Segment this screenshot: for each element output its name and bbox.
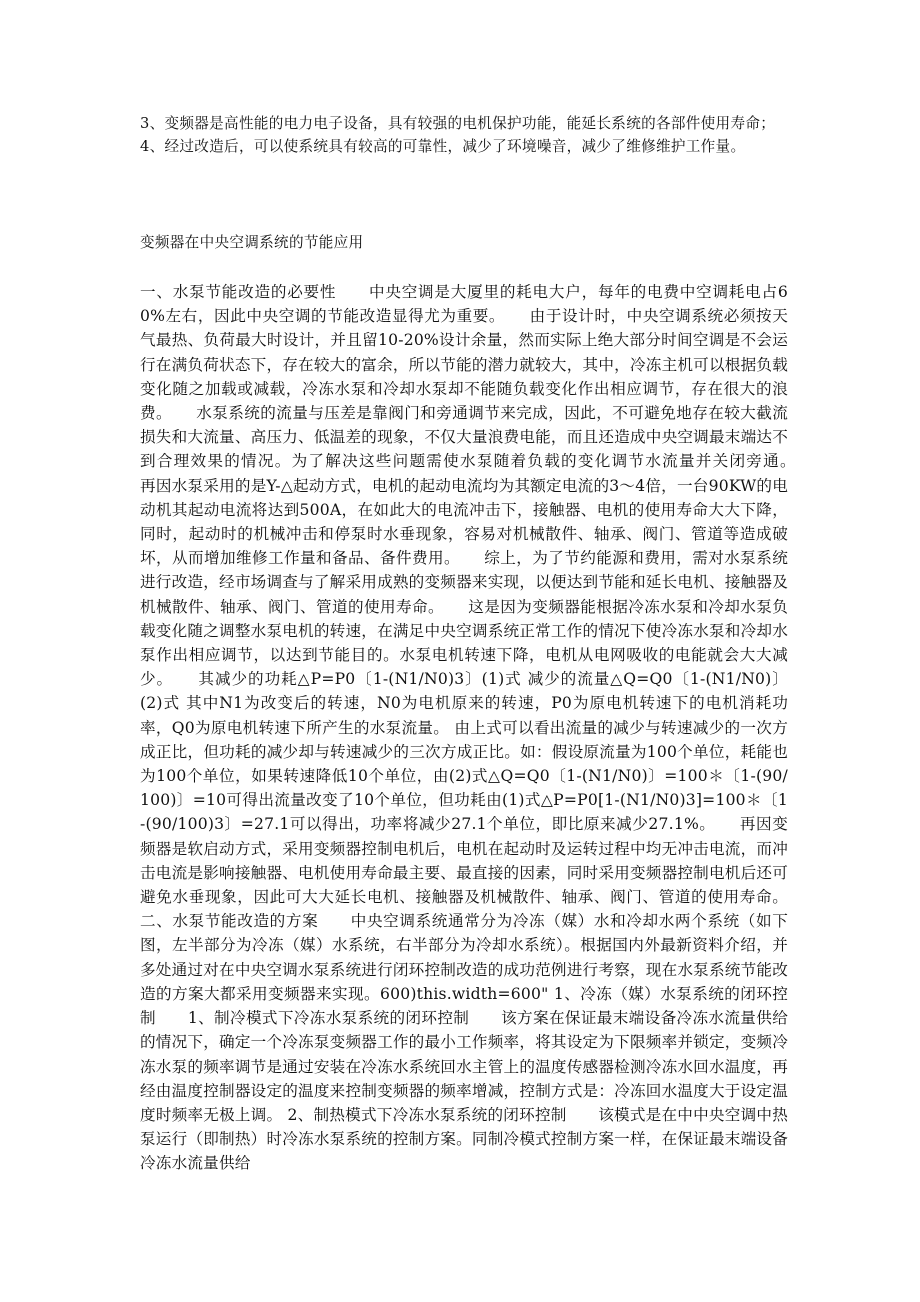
article-title: 变频器在中央空调系统的节能应用 [140, 234, 364, 251]
article-body: 一、水泵节能改造的必要性 中央空调是大厦里的耗电大户，每年的电费中空调耗电占60%左右，因此中央空调的节能改造显得尤为重要。 由于设计时，中央空调系统必须按天气最热、负荷最大时设计，并且留10-20%设计余量，然而实际上绝大部分时间空调是不会运行在满负荷状态下，存在较大的富余，所以节能的潜力就较大，其中，冷冻主机可以根据负载变化随之加载或减载，冷冻水泵和冷却水泵却不能随负载变化作出相应调节，存在很大的浪费。 水泵系统的流量与压差是靠阀门和旁通调节来完成，因此，不可避免地存在较大截流损失和大流量、高压力、低温差的现象，不仅大量浪费电能，而且还造成中央空调最末端达不到合理效果的情况。为了解决这些问题需使水泵随着负载的变化调节水流量并关闭旁通。 再因水泵采用的是Y-△起动方式，电机的起动电流均为其额定电流的3～4倍，一台90KW的电动机其起动电流将达到500A，在如此大的电流冲击下，接触器、电机的使用寿命大大下降，同时，起动时的机械冲击和停泵时水垂现象，容易对机械散件、轴承、阀门、管道等造成破坏，从而增加维修工作量和备品、备件费用。 综上，为了节约能源和费用，需对水泵系统进行改造，经市场调查与了解采用成熟的变频器来实现，以便达到节能和延长电机、接触器及机械散件、轴承、阀门、管道的使用寿命。 这是因为变频器能根据冷冻水泵和冷却水泵负载变化随之调整水泵电机的转速，在满足中央空调系统正常工作的情况下使冷冻水泵和冷却水泵作出相应调节，以达到节能目的。水泵电机转速下降，电机从电网吸收的电能就会大大减少。 其减少的功耗△P=P0〔1-(N1/N0)3〕(1)式 减少的流量△Q=Q0〔1-(N1/N0)〕(2)式 其中N1为改变后的转速，N0为电机原来的转速，P0为原电机转速下的电机消耗功率，Q0为原电机转速下所产生的水泵流量。 由上式可以看出流量的减少与转速减少的一次方成正比，但功耗的减少却与转速减少的三次方成正比。如：假设原流量为100个单位，耗能也为100个单位，如果转速降低10个单位，由(2)式△Q=Q0〔1-(N1/N0)〕=100＊〔1-(90/100)〕=10可得出流量改变了10个单位，但功耗由(1)式△P=P0[1-(N1/N0)3]=100＊〔1-(90/100)3〕=27.1可以得出，功率将减少27.1个单位，即比原来减少27.1%。 再因变频器是软启动方式，采用变频器控制电机后，电机在起动时及运转过程中均无冲击电流，而冲击电流是影响接触器、电机使用寿命最主要、最直接的因素，同时采用变频器控制电机后还可避免水垂现象，因此可大大延长电机、接触器及机械散件、轴承、阀门、管道的使用寿命。 二、水泵节能改造的方案 中央空调系统通常分为冷冻（媒）水和冷却水两个系统（如下图，左半部分为冷冻（媒）水系统，右半部分为冷却水系统）。根据国内外最新资料介绍，并多处通过对在中央空调水泵系统进行闭环控制改造的成功范例进行考察，现在水泵系统节能改造的方案大都采用变频器来实现。600)this.width=600" 1、冷冻（媒）水泵系统的闭环控制 1、制冷模式下冷冻水泵系统的闭环控制 该方案在保证最末端设备冷冻水流量供给的情况下，确定一个冷冻泵变频器工作的最小工作频率，将其设定为下限频率并锁定，变频冷冻水泵的频率调节是通过安装在冷冻水系统回水主管上的温度传感器检测冷冻水回水温度，再经由温度控制器设定的温度来控制变频器的频率增减，控制方式是：冷冻回水温度大于设定温度时频率无极上调。 2、制热模式下冷冻水泵系统的闭环控制 该模式是在中中央空调中热泵运行（即制热）时冷冻水泵系统的控制方案。同制冷模式控制方案一样，在保证最末端设备冷冻水流量供给 [140, 283, 820, 1173]
intro-item-4: 4、经过改造后，可以使系统具有较高的可靠性，减少了环境噪音，减少了维修维护工作量。 [140, 138, 746, 155]
intro-item-3: 3、变频器是高性能的电力电子设备，具有较强的电机保护功能，能延长系统的各部件使用寿命； [140, 115, 776, 132]
intro-list [140, 112, 788, 158]
